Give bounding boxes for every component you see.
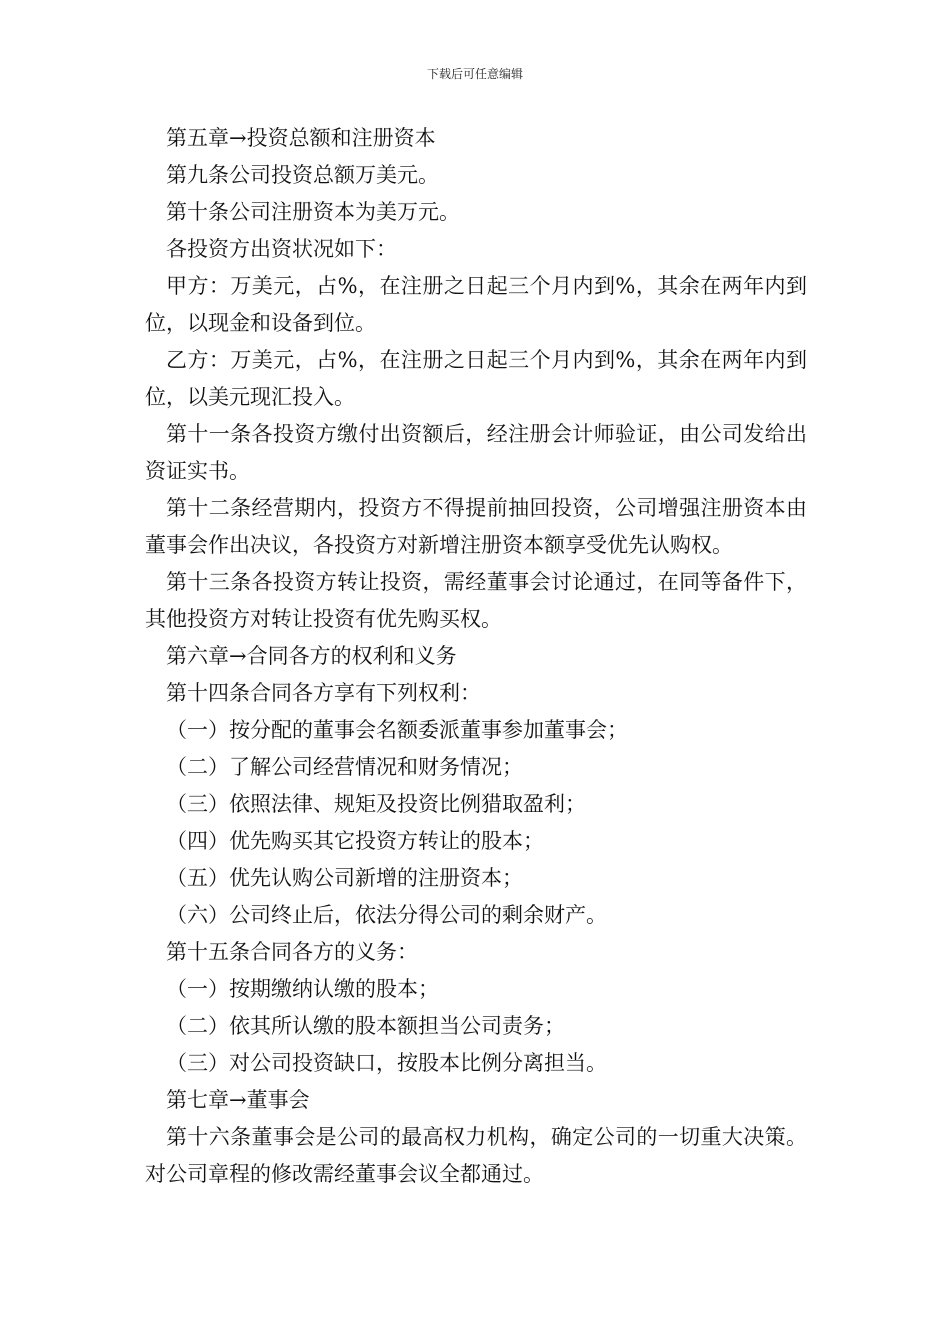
article-16: 第十六条董事会是公司的最高权力机构，确定公司的一切重大决策。对公司章程的修改需经董事会议全都通过。 <box>145 1125 807 1186</box>
right-item-6: （六）公司终止后，依法分得公司的剩余财产。 <box>166 903 607 927</box>
article-13: 第十三条各投资方转让投资，需经董事会讨论通过，在同等备件下，其他投资方对转让投资有优先购买权。 <box>145 570 807 631</box>
duty-item-2: （二）依其所认缴的股本额担当公司责务； <box>166 1014 565 1038</box>
party-b-contribution: 乙方：万美元，占%，在注册之日起三个月内到%，其余在两年内到位，以美元现汇投入。 <box>145 348 807 409</box>
right-item-2: （二）了解公司经营情况和财务情况； <box>166 755 523 779</box>
duty-item-3: （三）对公司投资缺口，按股本比例分离担当。 <box>166 1051 607 1075</box>
article-11: 第十一条各投资方缴付出资额后，经注册会计师验证，由公司发给出资证实书。 <box>145 422 807 483</box>
right-item-4: （四）优先购买其它投资方转让的股本； <box>166 829 544 853</box>
article-9: 第九条公司投资总额万美元。 <box>166 163 439 187</box>
document-body <box>145 120 807 1193</box>
article-15: 第十五条合同各方的义务： <box>166 940 418 964</box>
chapter-7-heading: 第七章→董事会 <box>166 1088 310 1112</box>
right-item-3: （三）依照法律、规矩及投资比例猎取盈利； <box>166 792 586 816</box>
page-header: 下载后可任意编辑 <box>426 67 523 81</box>
chapter-6-heading: 第六章→合同各方的权利和义务 <box>166 644 457 668</box>
chapter-5-heading: 第五章→投资总额和注册资本 <box>166 126 436 150</box>
party-a-contribution: 甲方：万美元，占%，在注册之日起三个月内到%，其余在两年内到位，以现金和设备到位。 <box>145 274 807 335</box>
duty-item-1: （一）按期缴纳认缴的股本； <box>166 977 439 1001</box>
right-item-1: （一）按分配的董事会名额委派董事参加董事会； <box>166 718 628 742</box>
article-10: 第十条公司注册资本为美万元。 <box>166 200 460 224</box>
right-item-5: （五）优先认购公司新增的注册资本； <box>166 866 523 890</box>
article-12: 第十二条经营期内，投资方不得提前抽回投资，公司增强注册资本由董事会作出决议，各投资方对新增注册资本额享受优先认购权。 <box>145 496 807 557</box>
contribution-intro: 各投资方出资状况如下： <box>166 237 397 261</box>
article-14: 第十四条合同各方享有下列权利： <box>166 681 481 705</box>
